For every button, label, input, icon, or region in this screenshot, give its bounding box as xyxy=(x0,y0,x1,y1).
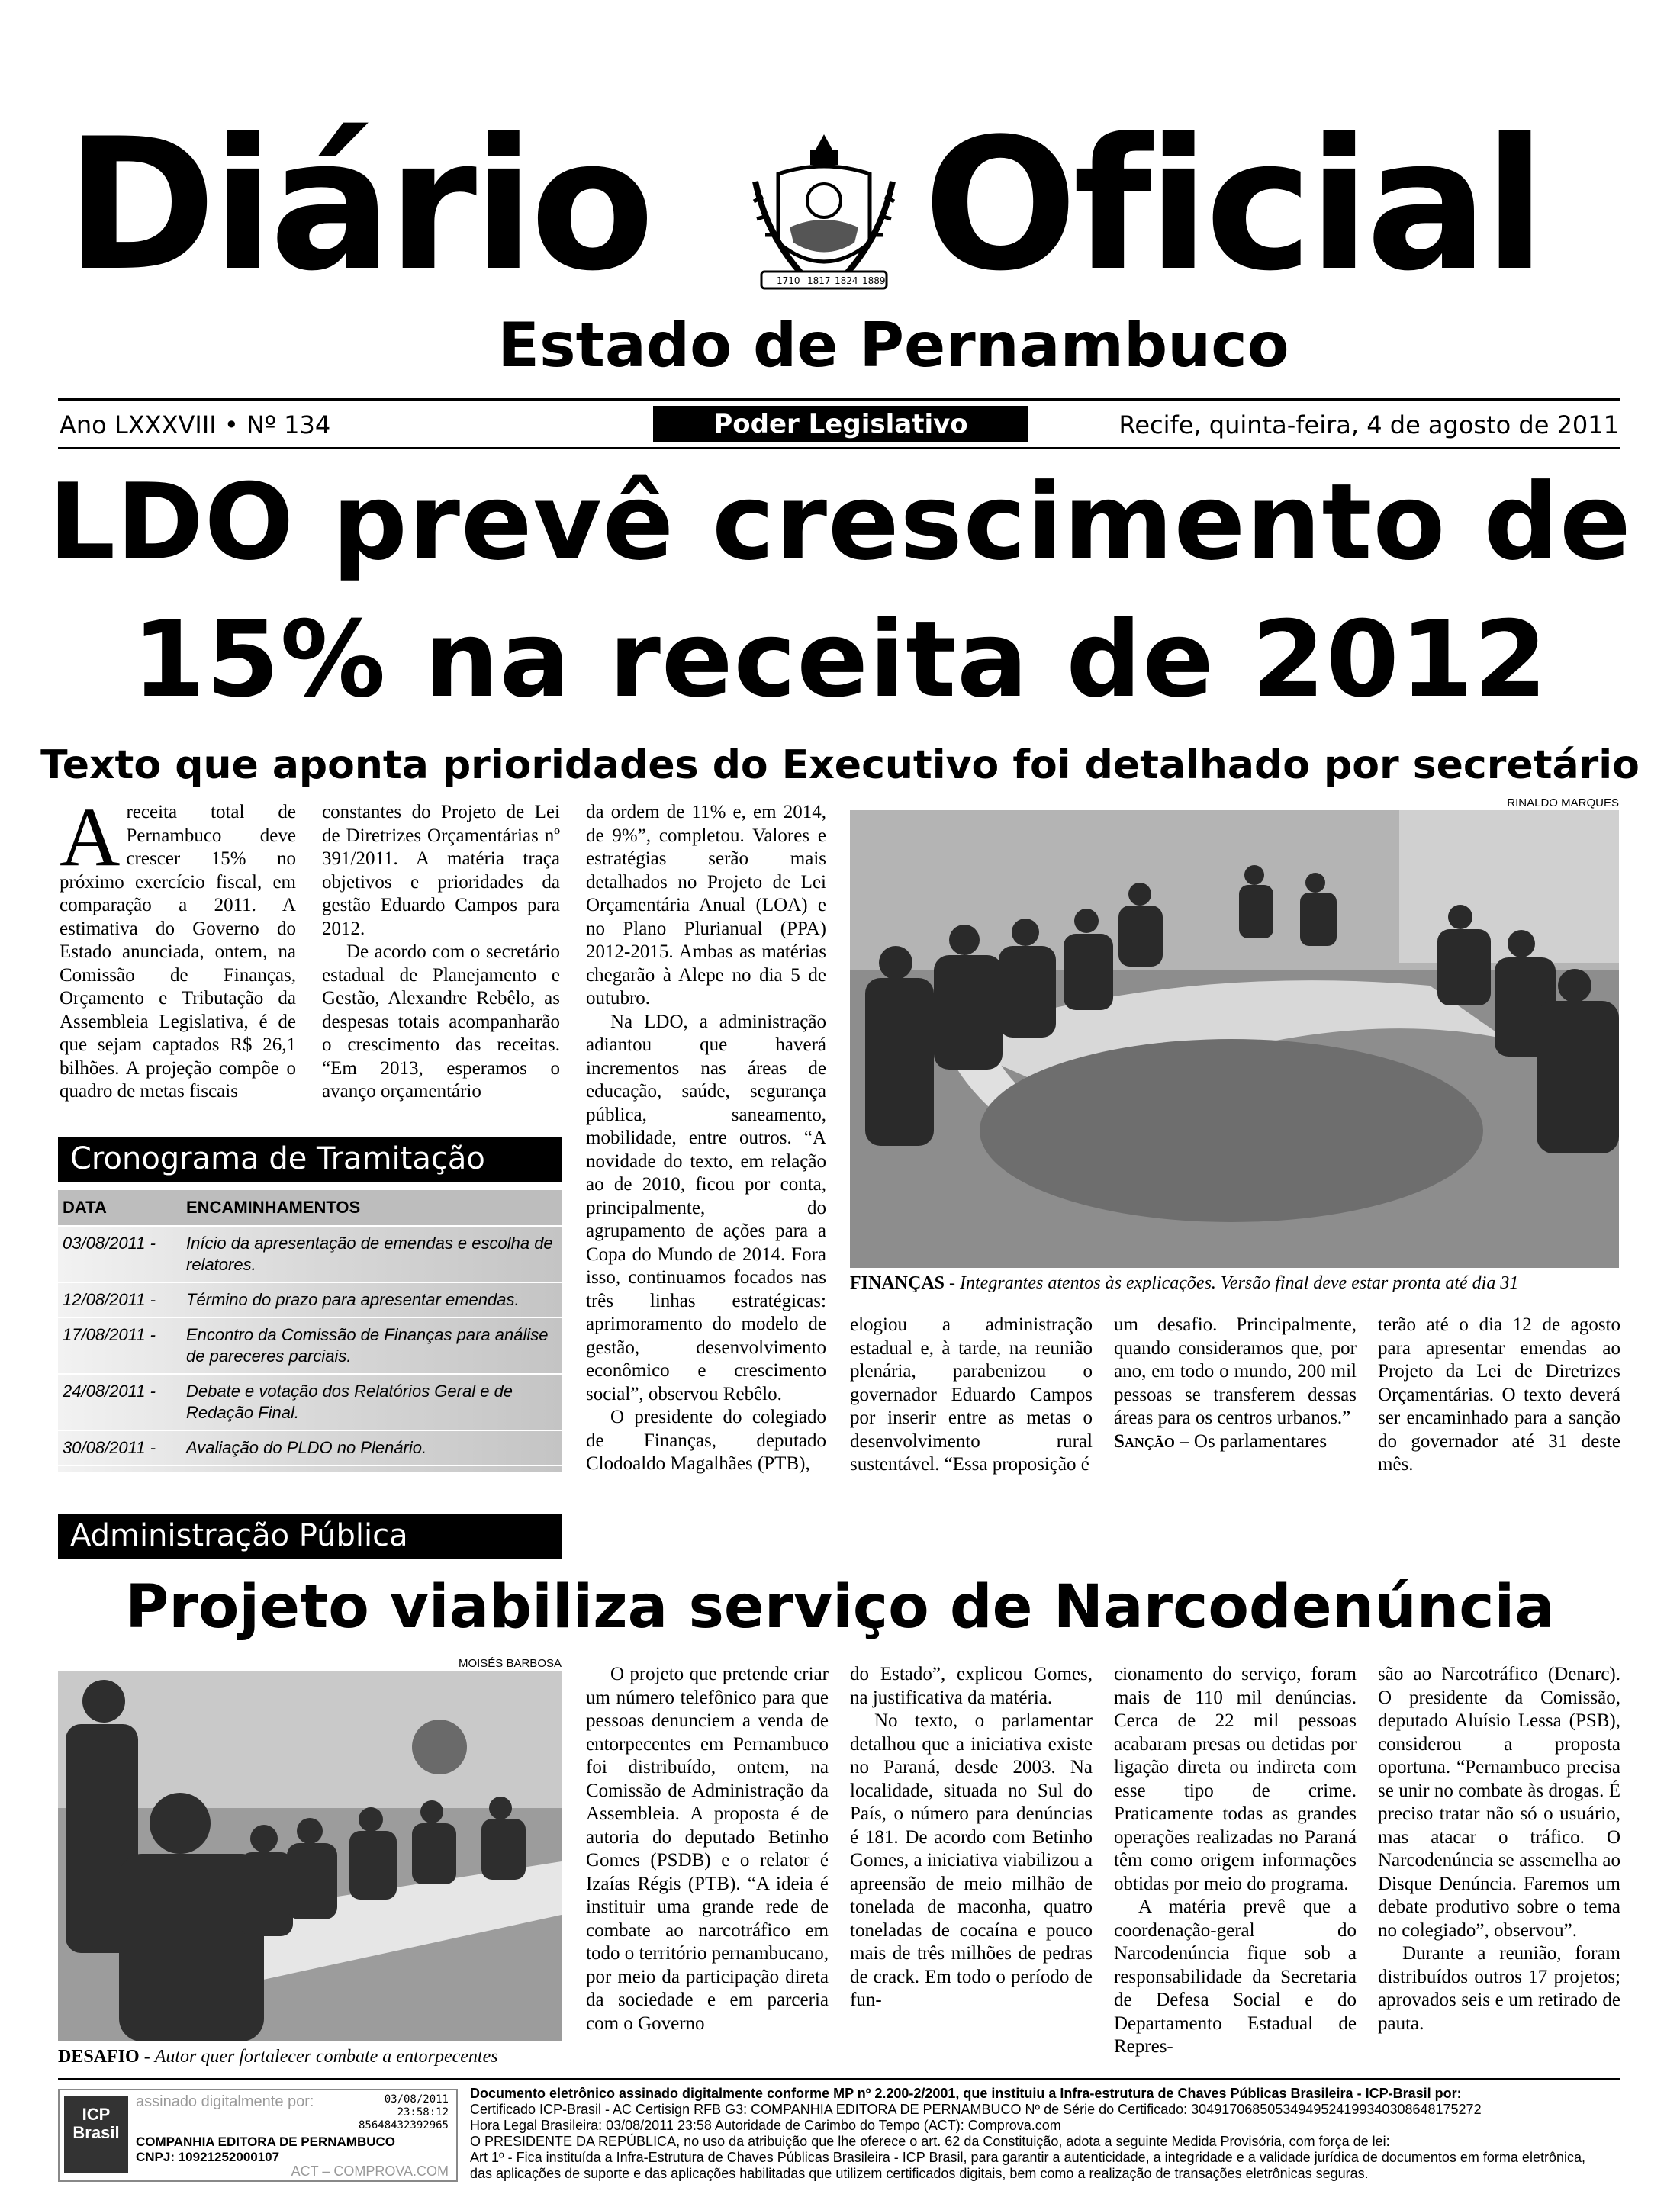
second-col2-p1: do Estado”, explicou Gomes, na justificativa da matéria. xyxy=(850,1664,1093,1708)
row-date: 12/08/2011 - xyxy=(63,1290,156,1309)
lead-col5-p2: Os parlamentares xyxy=(1193,1430,1328,1452)
stamp-datetime xyxy=(359,2093,449,2132)
second-column-2 xyxy=(850,1663,1093,2012)
footer-rule xyxy=(58,2078,1620,2080)
row-date: 03/08/2011 - xyxy=(63,1234,156,1253)
seal-year-4: 1889 xyxy=(862,275,886,286)
state-seal xyxy=(748,128,900,296)
second-caption-label: DESAFIO - xyxy=(58,2047,150,2067)
second-column-4 xyxy=(1378,1663,1620,2035)
table-row xyxy=(58,1317,562,1374)
edition-date: Recife, quinta-feira, 4 de agosto de 2011 xyxy=(1118,410,1619,439)
lead-subhead: Texto que aponta prioridades do Executivo foi detalhado por secretário xyxy=(40,742,1640,788)
cronograma-table xyxy=(58,1190,562,1472)
masthead-title-right: Oficial xyxy=(923,100,1542,311)
second-column-3 xyxy=(1114,1663,1357,2059)
lead-col3-p2: Na LDO, a administração adiantou que haverá incrementos nas áreas de educação, saúde, segurança pública, saneamento, mobilidade, entre outros. “A novidade do texto, em relação ao de 2010, ficou por conta, principalmente, do agrupamento de ações para a Copa do Mundo de 2014. Fora isso, continuamos focados nas três linhas estratégicas: aprimoramento do modelo de gestão, desenvolvimento econômico e crescimento social”, observou Rebêlo. xyxy=(586,1011,826,1404)
lead-column-2 xyxy=(322,801,560,1104)
seal-year-1: 1710 xyxy=(777,275,800,286)
footer-line-1: Documento eletrônico assinado digitalmente conforme MP nº 2.200-2/2001, que instituiu a Infra-estrutura de Chaves Públicas Brasileira - ICP-Brasil por: xyxy=(470,2086,1462,2101)
stamp-act: ACT – COMPROVA.COM xyxy=(291,2164,449,2179)
lead-column-5 xyxy=(1114,1314,1357,1453)
masthead-title-left: Diário xyxy=(66,100,651,311)
row-text: Término do prazo para apresentar emendas. xyxy=(186,1290,520,1309)
second-photo-credit: MOISÉS BARBOSA xyxy=(458,1657,562,1670)
lead-photo xyxy=(850,810,1619,1268)
second-headline: Projeto viabiliza serviço de Narcodenúncia xyxy=(125,1573,1555,1642)
table-row xyxy=(58,1430,562,1465)
lead-photo-caption xyxy=(850,1272,1620,1294)
lead-photo-credit: RINALDO MARQUES xyxy=(1507,796,1619,809)
second-col2-p2: No texto, o parlamentar detalhou que a iniciativa existe no Paraná, desde 2003. Na localidade, situada no Sul do País, o número para denúncias é 181. De acordo com Betinho Gomes, a iniciativa viabilizou a apreensão de meio milhão de tonelada de maconha, quatro toneladas de cocaína e pouco mais de três milhões de pedras de crack. Em todo o período de fun- xyxy=(850,1710,1093,2010)
lead-dropcap: A xyxy=(60,790,121,883)
stamp-label: assinado digitalmente por: xyxy=(136,2093,314,2110)
table-row xyxy=(58,1226,562,1282)
masthead-rule-bottom xyxy=(58,447,1620,449)
second-section-title: Administração Pública xyxy=(58,1514,562,1559)
lead-column-4 xyxy=(850,1314,1093,1477)
second-column-1 xyxy=(586,1663,829,2035)
seal-year-2: 1817 xyxy=(807,275,831,286)
section-label: Poder Legislativo xyxy=(653,406,1028,442)
second-col4-p1: são ao Narcotráfico (Denarc). O presidente da Comissão, deputado Aluísio Lessa (PSB), considerou a proposta oportuna. “Pernambuco precisa se unir no combate às drogas. É preciso tratar não só o usuário, mas atacar o tráfico. O Narcodenúncia se assemelha ao Disque Denúncia. Faremos um debate produtivo sobre o tema no colegiado”, observou”. xyxy=(1378,1664,1620,1941)
stamp-cnpj: CNPJ: 10921252000107 xyxy=(136,2150,280,2164)
lead-col4-text: elogiou a administração estadual e, à tarde, na reunião plenária, parabenizou o governador Eduardo Campos por inserir entre as metas o desenvolvimento rural sustentável. “Essa proposição é xyxy=(850,1314,1093,1475)
stamp-company: COMPANHIA EDITORA DE PERNAMBUCO xyxy=(136,2135,396,2149)
second-col3-p1: cionamento do serviço, foram mais de 110 mil denúncias. Cerca de 22 mil pessoas acabaram presas ou detidas por ligação direta ou indireta com esse tipo de crime. Praticamente todas as grandes operações realizadas no Paraná têm como origem informações obtidas por meio do programa. xyxy=(1114,1664,1357,1894)
table-row xyxy=(58,1374,562,1430)
footer-text xyxy=(470,2086,1622,2182)
second-col4-p2: Durante a reunião, foram distribuídos outros 17 projetos; aprovados seis e um retirado de pauta. xyxy=(1378,1943,1620,2034)
second-photo xyxy=(58,1671,562,2041)
seal-year-3: 1824 xyxy=(835,275,858,286)
signature-stamp xyxy=(58,2089,458,2182)
stamp-date: 03/08/2011 xyxy=(384,2093,449,2106)
icp-logo-text: ICP Brasil xyxy=(72,2105,120,2142)
lead-column-6 xyxy=(1378,1314,1620,1477)
footer-line-4: O PRESIDENTE DA REPÚBLICA, no uso da atribuição que lhe oferece o art. 62 da Constituição, adota a seguinte Medida Provisória, com força de lei: xyxy=(470,2134,1390,2149)
lead-col5-p1: um desafio. Principalmente, quando consideramos que, por ano, em todo o mundo, 200 mil pessoas se transferem dessas áreas para os centros urbanos.” xyxy=(1114,1314,1357,1428)
lead-column-3 xyxy=(586,801,826,1476)
edition-number: Ano LXXXVIII • Nº 134 xyxy=(60,410,331,439)
second-col1-text: O projeto que pretende criar um número telefônico para que pessoas denunciem a venda de entorpecentes em Pernambuco foi distribuído, ontem, na Comissão de Administração da Assembleia. A proposta é de autoria do deputado Betinho Gomes (PSDB) e o relator é Izaías Régis (PTB). “A ideia é instituir uma grande rede de combate ao narcotráfico em todo o território pernambucano, por meio da participação direta da sociedade e em parceria com o Governo xyxy=(586,1664,829,2034)
cronograma-title: Cronograma de Tramitação xyxy=(58,1137,562,1182)
lead-col2-p1: constantes do Projeto de Lei de Diretrizes Orçamentárias nº 391/2011. A matéria traça objetivos e prioridades da gestão Eduardo Campos para 2012. xyxy=(322,802,560,939)
row-date: 24/08/2011 - xyxy=(63,1382,156,1401)
row-text: Encontro da Comissão de Finanças para análise de pareceres parciais. xyxy=(186,1325,549,1366)
lead-col3-p1: da ordem de 11% e, em 2014, de 9%”, completou. Valores e estratégias serão mais detalhados no Projeto de Lei Orçamentária Anual (LOA) e no Plano Plurianual (PPA) 2012-2015. Ambas as matérias chegarão à Alepe no dia 5 de outubro. xyxy=(586,802,826,1009)
second-col3-p2: A matéria prevê que a coordenação-geral do Narcodenúncia fique sob a responsabilidade da Secretaria de Defesa Social e do Departamento Estadual de Repres- xyxy=(1114,1897,1357,2057)
row-text: Início da apresentação de emendas e escolha de relatores. xyxy=(186,1234,553,1274)
masthead-subtitle: Estado de Pernambuco xyxy=(497,310,1289,381)
row-date: 17/08/2011 - xyxy=(63,1325,156,1344)
table-row xyxy=(58,1282,562,1317)
icp-brasil-logo xyxy=(64,2096,128,2173)
footer-line-2: Certificado ICP-Brasil - AC Certisign RFB G3: COMPANHIA EDITORA DE PERNAMBUCO Nº de Série do Certificado: 3049170685053494952419934030864817527​2 xyxy=(470,2102,1482,2117)
lead-col1-text: receita total de Pernambuco deve crescer 15% no próximo exercício fiscal, em comparação a 2011. A estimativa do Governo do Estado anunciada, ontem, na Comissão de Finanças, Orçamento e Tributação da Assembleia Legislativa, é de que sejam captados R$ 26,1 bilhões. A projeção compõe o quadro de metas fiscais xyxy=(60,802,296,1102)
lead-col6-text: terão até o dia 12 de agosto para apresentar emendas ao Projeto da Lei de Diretrizes Orçamentárias. O texto deverá ser encaminhado para a sanção do governador até 31 deste mês. xyxy=(1378,1314,1620,1475)
footer-line-6: das aplicações de suporte e das aplicações habilitadas que utilizem certificados digitais, bem como a realização de transações eletrônicas seguras. xyxy=(470,2166,1369,2181)
masthead-rule-top xyxy=(58,398,1620,401)
second-photo-caption xyxy=(58,2046,577,2067)
stamp-time: 23:58:12 xyxy=(397,2106,449,2119)
row-text: Avaliação do PLDO no Plenário. xyxy=(186,1438,427,1457)
stamp-serial: 85648432392965 xyxy=(358,2119,449,2131)
lead-caption-label: FINANÇAS - xyxy=(850,1273,955,1293)
row-date: 30/08/2011 - xyxy=(63,1438,156,1457)
lead-headline-line1: LDO prevê crescimento de xyxy=(48,461,1632,584)
cronograma-header-text: ENCAMINHAMENTOS xyxy=(182,1190,562,1226)
lead-headline-line2: 15% na receita de 2012 xyxy=(132,598,1548,721)
lead-caption-text: Integrantes atentos às explicações. Versão final deve estar pronta até dia 31 xyxy=(960,1273,1519,1293)
row-text: Debate e votação dos Relatórios Geral e de Redação Final. xyxy=(186,1382,513,1422)
footer-line-5: Art 1º - Fica instituída a Infra-Estrutura de Chaves Públicas Brasileira - ICP Brasil, para garantir a autenticidade, a integridade e a validade jurídica de documentos em forma eletrônica, xyxy=(470,2150,1585,2165)
lead-column-1 xyxy=(60,790,296,1104)
second-caption-text: Autor quer fortalecer combate a entorpecentes xyxy=(154,2047,498,2067)
cronograma-header-date: DATA xyxy=(58,1190,182,1226)
footer-line-3: Hora Legal Brasileira: 03/08/2011 23:58 Autoridade de Carimbo do Tempo (ACT): Comprova.com xyxy=(470,2118,1061,2133)
lead-col5-label: Sanção – xyxy=(1114,1430,1189,1452)
lead-col2-p2: De acordo com o secretário estadual de Planejamento e Gestão, Alexandre Rebêlo, as despesas totais acompanharão o crescimento das receitas. “Em 2013, esperamos o avanço orçamentário xyxy=(322,941,560,1102)
lead-col3-p3: O presidente do colegiado de Finanças, deputado Clodoaldo Magalhães (PTB), xyxy=(586,1407,826,1474)
